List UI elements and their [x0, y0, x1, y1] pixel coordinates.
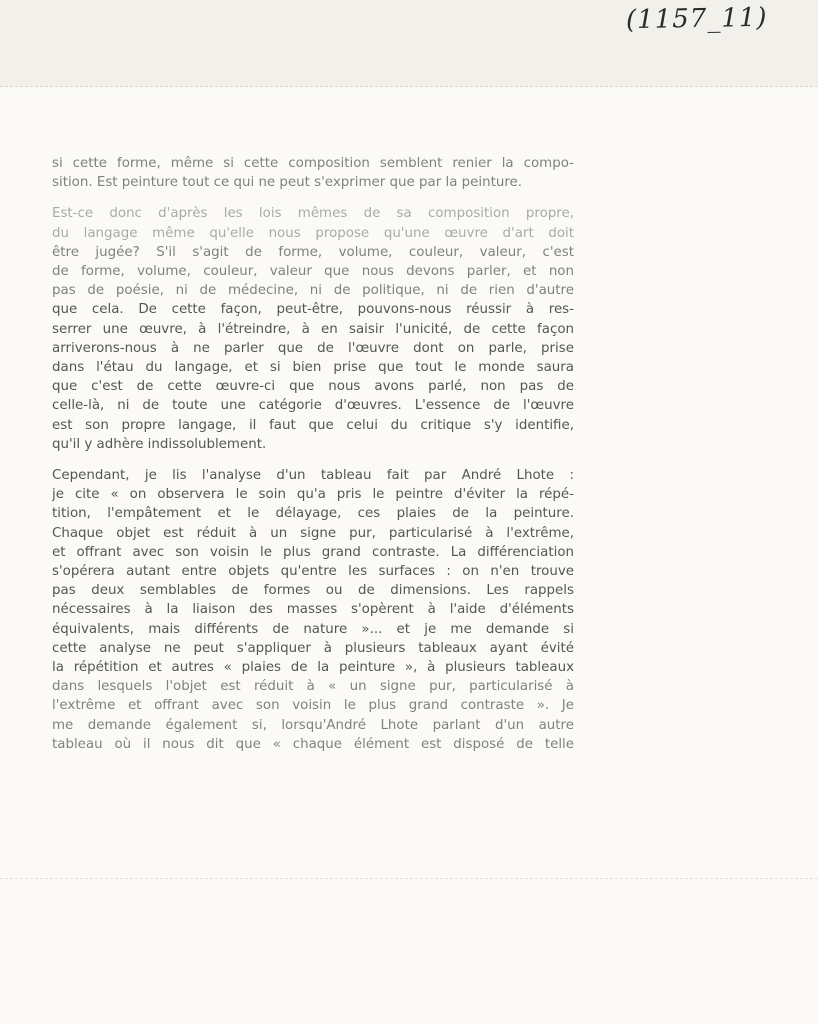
text-line: pas de poésie, ni de médecine, ni de politique, ni de rien d'autre	[52, 283, 574, 299]
text-line: s'opérera autant entre objets qu'entre les surfaces : on n'en trouve	[52, 564, 574, 580]
text-line: de forme, volume, couleur, valeur que nous devons parler, et non	[52, 264, 574, 280]
text-line: qu'il y adhère indissolublement.	[52, 436, 267, 452]
text-line: que cela. De cette façon, peut-être, pouvons-nous réussir à res-	[52, 302, 574, 318]
text-line: Cependant, je lis l'analyse d'un tableau fait par André Lhote :	[52, 468, 574, 484]
text-line: arriverons-nous à ne parler que de l'œuvre dont on parle, prise	[52, 340, 574, 356]
text-line: tableau où il nous dit que « chaque élément est disposé de telle	[52, 736, 574, 752]
text-line: dans lesquels l'objet est réduit à « un signe pur, particularisé à	[52, 679, 574, 695]
text-line: Chaque objet est réduit à un signe pur, particularisé à l'extrême,	[52, 525, 574, 541]
text-line: la répétition et autres « plaies de la peinture », à plusieurs tableaux	[52, 660, 574, 676]
text-line: Est-ce donc d'après les lois mêmes de sa composition propre,	[52, 206, 574, 222]
text-line: être jugée? S'il s'agit de forme, volume, couleur, valeur, c'est	[52, 244, 574, 260]
text-line: et offrant avec son voisin le plus grand contraste. La différenciation	[52, 544, 574, 560]
text-line: me demande également si, lorsqu'André Lhote parlant d'un autre	[52, 717, 574, 733]
text-line: que c'est de cette œuvre-ci que nous avons parlé, non pas de	[52, 379, 574, 395]
text-line: je cite « on observera le soin qu'a pris le peintre d'éviter la répé-	[52, 487, 574, 503]
text-line: nécessaires à la liaison des masses s'opèrent à l'aide d'éléments	[52, 602, 574, 618]
paragraph-1	[52, 154, 574, 192]
text-line: tition, l'empâtement et le délayage, ces plaies de la peinture.	[52, 506, 574, 522]
text-line: dans l'étau du langage, et si bien prise que tout le monde saura	[52, 360, 574, 376]
paragraph-2	[52, 204, 574, 454]
text-line: pas deux semblables de formes ou de dimensions. Les rappels	[52, 583, 574, 599]
text-line: serrer une œuvre, à l'étreindre, à en saisir l'unicité, de cette façon	[52, 321, 574, 337]
text-line: du langage même qu'elle nous propose qu'une œuvre d'art doit	[52, 225, 574, 241]
text-line: est son propre langage, il faut que celui du critique s'y identifie,	[52, 417, 574, 433]
paragraph-3	[52, 466, 574, 754]
text-line: celle-là, ni de toute une catégorie d'œuvres. L'essence de l'œuvre	[52, 398, 574, 414]
text-line: équivalents, mais différents de nature »... et je me demande si	[52, 621, 574, 637]
body-text	[52, 154, 574, 766]
text-line: sition. Est peinture tout ce qui ne peut s'exprimer que par la peinture.	[52, 175, 523, 191]
text-line: cette analyse ne peut s'appliquer à plusieurs tableaux ayant évité	[52, 640, 574, 656]
handwritten-reference-code: (1157_11)	[626, 2, 769, 36]
page-fold-line	[0, 878, 818, 879]
text-line: l'extrême et offrant avec son voisin le plus grand contraste ». Je	[52, 698, 574, 714]
text-line: si cette forme, même si cette composition semblent renier la compo-	[52, 156, 574, 171]
